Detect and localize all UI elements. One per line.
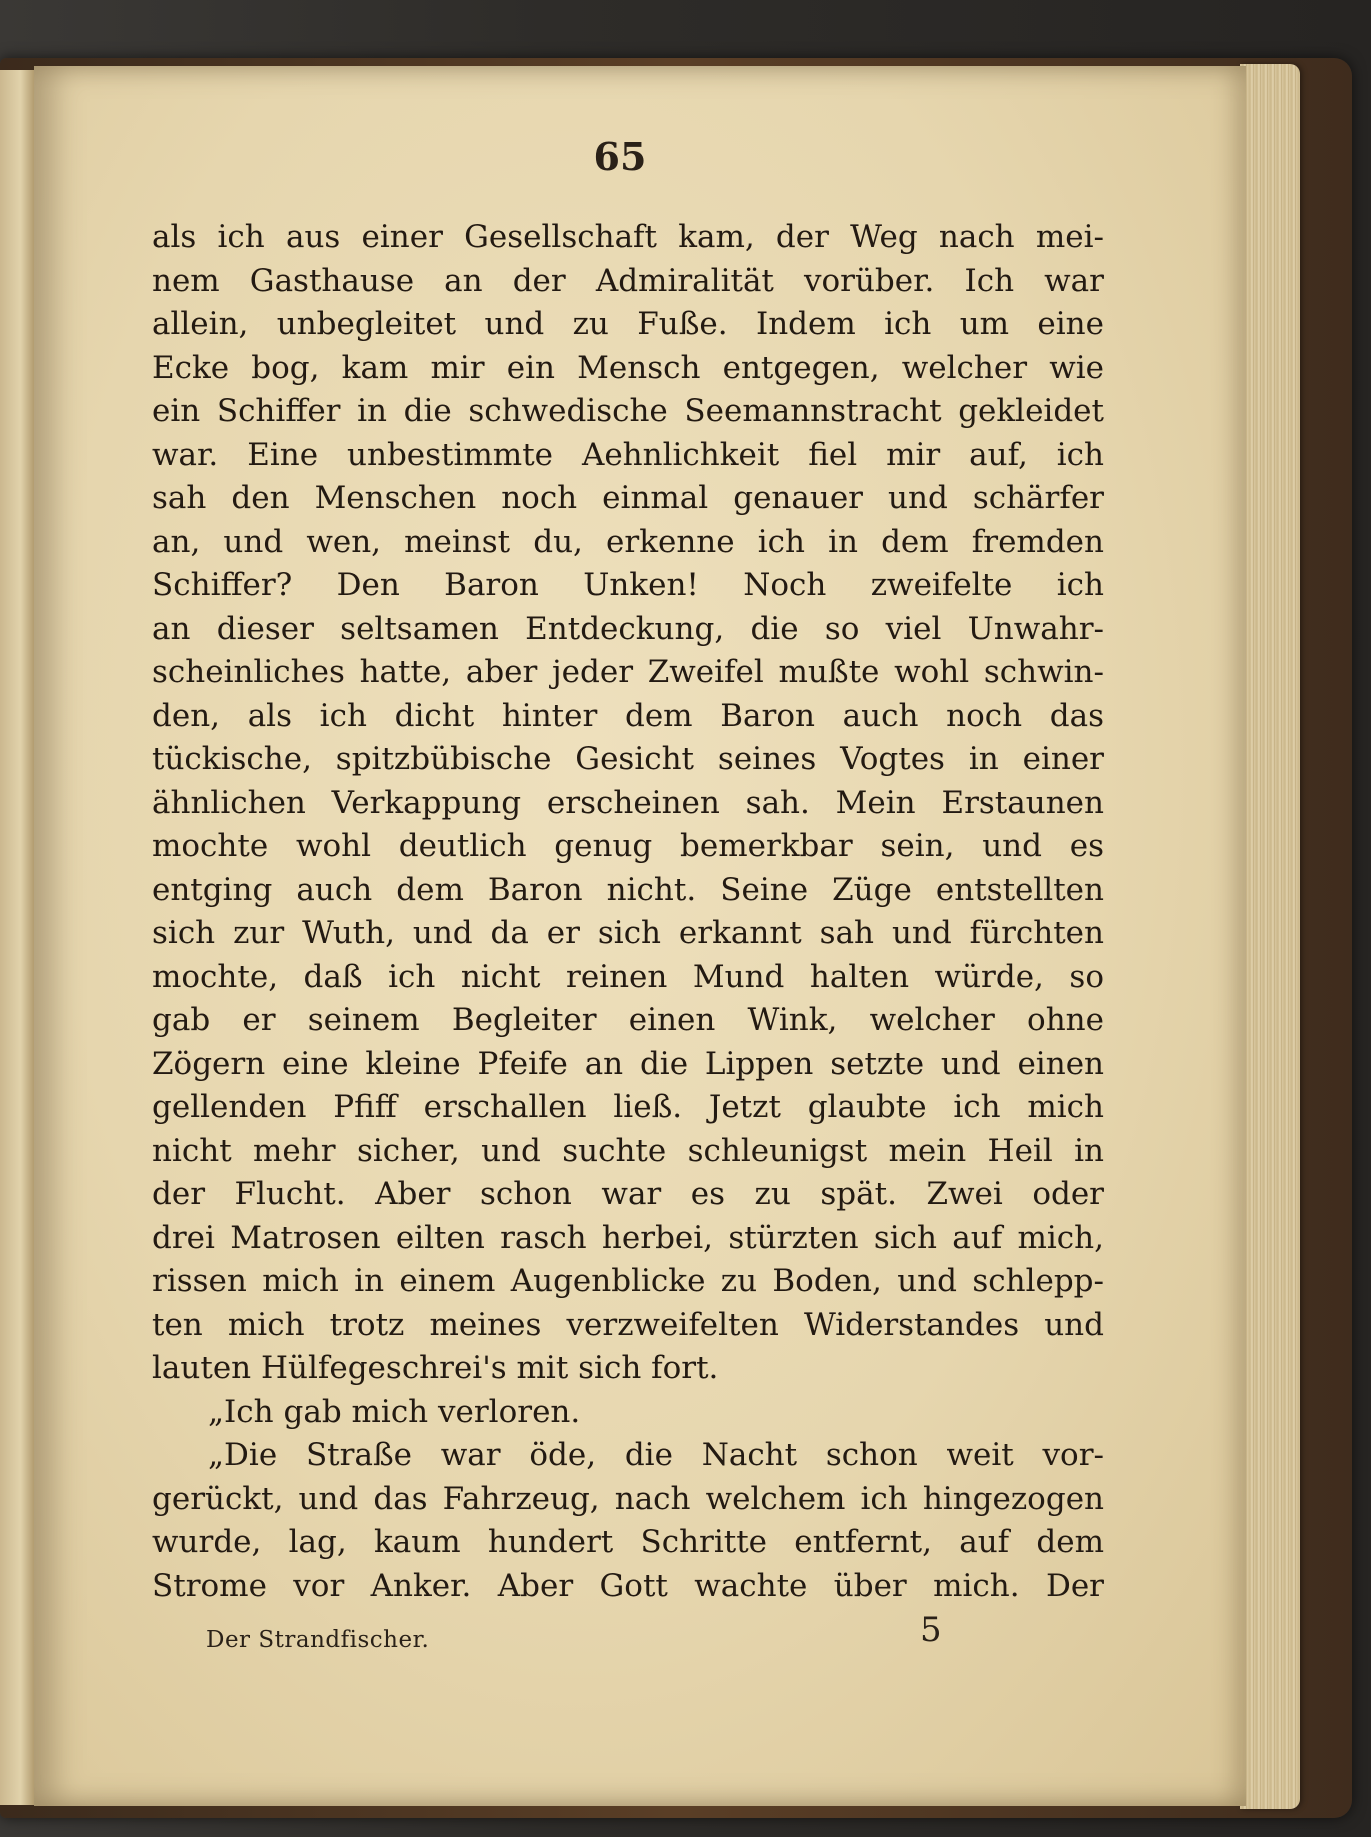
text-line: an dieser seltsamen Entdeckung, die so viel Unwahr- <box>152 610 1104 647</box>
text-line: Strome vor Anker. Aber Gott wachte über mich. Der <box>152 1567 1104 1604</box>
text-line: an, und wen, meinst du, erkenne ich in dem fremden <box>152 523 1104 560</box>
text-line: als ich aus einer Gesellschaft kam, der Weg nach mei- <box>152 219 1104 255</box>
text-line: lauten Hülfegeschrei's mit sich fort. <box>152 1350 719 1386</box>
text-line: tückische, spitzbübische Gesicht seines Vogtes in einer <box>152 741 1104 777</box>
text-line: drei Matrosen eilten rasch herbei, stürzten sich auf mich, <box>152 1219 1104 1256</box>
text-line: gerückt, und das Fahrzeug, nach welchem ich hingezogen <box>152 1480 1104 1517</box>
sheet-number: 5 <box>920 1610 942 1650</box>
text-line: mochte, daß ich nicht reinen Mund halten würde, so <box>152 958 1104 995</box>
text-line: scheinliches hatte, aber jeder Zweifel mußte wohl schwin- <box>152 654 1104 690</box>
text-line: Ecke bog, kam mir ein Mensch entgegen, welcher wie <box>152 349 1104 386</box>
text-line: mochte wohl deutlich genug bemerkbar sein, und es <box>152 828 1104 864</box>
text-line: war. Eine unbestimmte Aehnlichkeit fiel mir auf, ich <box>152 436 1104 473</box>
left-page-edge <box>0 70 36 1805</box>
text-line: allein, unbegleitet und zu Fuße. Indem ich um eine <box>152 306 1104 342</box>
text-line: sah den Menschen noch einmal genauer und schärfer <box>152 480 1104 516</box>
text-line: wurde, lag, kaum hundert Schritte entfernt, auf dem <box>152 1524 1104 1560</box>
signature-mark: Der Strandfischer. <box>206 1627 430 1653</box>
text-line: nicht mehr sicher, und suchte schleunigst mein Heil in <box>152 1132 1104 1169</box>
text-line: ein Schiffer in die schwedische Seemannstracht gekleidet <box>152 393 1104 429</box>
text-line: Zögern eine kleine Pfeife an die Lippen setzte und einen <box>152 1045 1104 1082</box>
page-number: 65 <box>593 134 647 179</box>
text-line: ten mich trotz meines verzweifelten Widerstandes und <box>152 1306 1104 1343</box>
text-line: ähnlichen Verkappung erscheinen sah. Mein Erstaunen <box>152 784 1104 821</box>
text-line: Schiffer? Den Baron Unken! Noch zweifelte ich <box>152 567 1104 603</box>
text-line: gab er seinem Begleiter einen Wink, welcher ohne <box>152 1002 1104 1038</box>
text-line: entging auch dem Baron nicht. Seine Züge entstellten <box>152 871 1104 908</box>
text-line: sich zur Wuth, und da er sich erkannt sah und fürchten <box>152 915 1104 951</box>
body-text <box>152 216 1104 1608</box>
page-edges <box>1240 64 1300 1809</box>
text-line: „Ich gab mich verloren. <box>208 1393 581 1430</box>
text-line: „Die Straße war öde, die Nacht schon weit vor- <box>208 1437 1104 1473</box>
text-line: den, als ich dicht hinter dem Baron auch noch das <box>152 697 1104 734</box>
text-line: rissen mich in einem Augenblicke zu Boden, und schlepp- <box>152 1263 1104 1299</box>
text-line: der Flucht. Aber schon war es zu spät. Zwei oder <box>152 1176 1104 1212</box>
text-line: nem Gasthause an der Admiralität vorüber. Ich war <box>152 262 1104 299</box>
text-line: gellenden Pfiff erschallen ließ. Jetzt glaubte ich mich <box>152 1089 1104 1125</box>
